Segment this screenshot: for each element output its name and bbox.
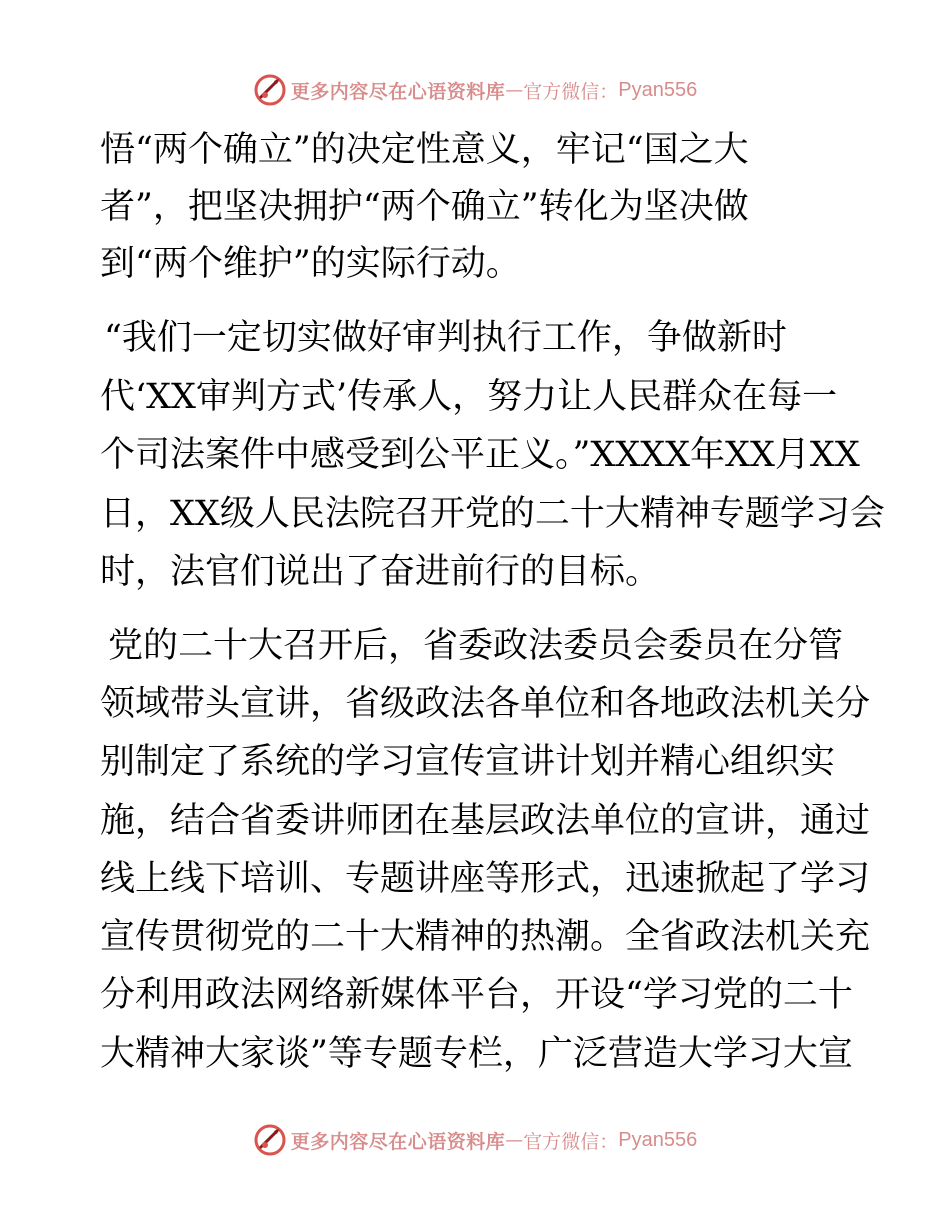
body-line: 施，结合省委讲师团在基层政法单位的宣讲，通过 xyxy=(100,801,871,841)
body-line: 日，XX级人民法院召开党的二十大精神专题学习会 xyxy=(100,494,885,534)
header-separator: — xyxy=(505,79,524,101)
footer-promo-text: 更多内容尽在心语资料库 xyxy=(290,1130,506,1153)
body-line: 个司法案件中感受到公平正义。”XXXX年XX月XX xyxy=(100,435,860,475)
body-line: 大精神大家谈”等专题专栏，广泛营造大学习大宣 xyxy=(100,1034,853,1074)
footer-official-label: 官方微信： xyxy=(523,1130,619,1153)
body-line: 党的二十大召开后，省委政法委员会委员在分管 xyxy=(108,626,844,666)
body-line: 者”，把坚决拥护“两个确立”转化为坚决做 xyxy=(100,187,749,227)
footer-separator: — xyxy=(505,1129,524,1151)
body-line: 线上线下培训、专题讲座等形式，迅速掀起了学习 xyxy=(100,859,871,899)
body-line: 到“两个维护”的实际行动。 xyxy=(100,244,521,284)
body-line: “我们一定切实做好审判执行工作，争做新时 xyxy=(104,318,787,358)
header-watermark xyxy=(0,70,950,110)
body-line: 宣传贯彻党的二十大精神的热潮。全省政法机关充 xyxy=(100,917,871,957)
footer-watermark xyxy=(0,1120,950,1160)
header-promo-text: 更多内容尽在心语资料库 xyxy=(290,80,506,103)
body-line: 代‘XX审判方式’传承人，努力让人民群众在每一 xyxy=(100,377,838,417)
body-line: 分利用政法网络新媒体平台，开设“学习党的二十 xyxy=(100,975,853,1015)
header-wechat-id: Pyan556 xyxy=(618,78,698,101)
brand-logo-icon xyxy=(253,1123,287,1157)
brand-logo-icon xyxy=(253,73,287,107)
body-line: 时，法官们说出了奋进前行的目标。 xyxy=(100,552,661,592)
body-line: 别制定了系统的学习宣传宣讲计划并精心组织实 xyxy=(100,742,836,782)
header-official-label: 官方微信： xyxy=(523,80,619,103)
body-line: 悟“两个确立”的决定性意义，牢记“国之大 xyxy=(100,130,749,170)
body-line: 领域带头宣讲，省级政法各单位和各地政法机关分 xyxy=(100,684,871,724)
footer-wechat-id: Pyan556 xyxy=(618,1128,698,1151)
